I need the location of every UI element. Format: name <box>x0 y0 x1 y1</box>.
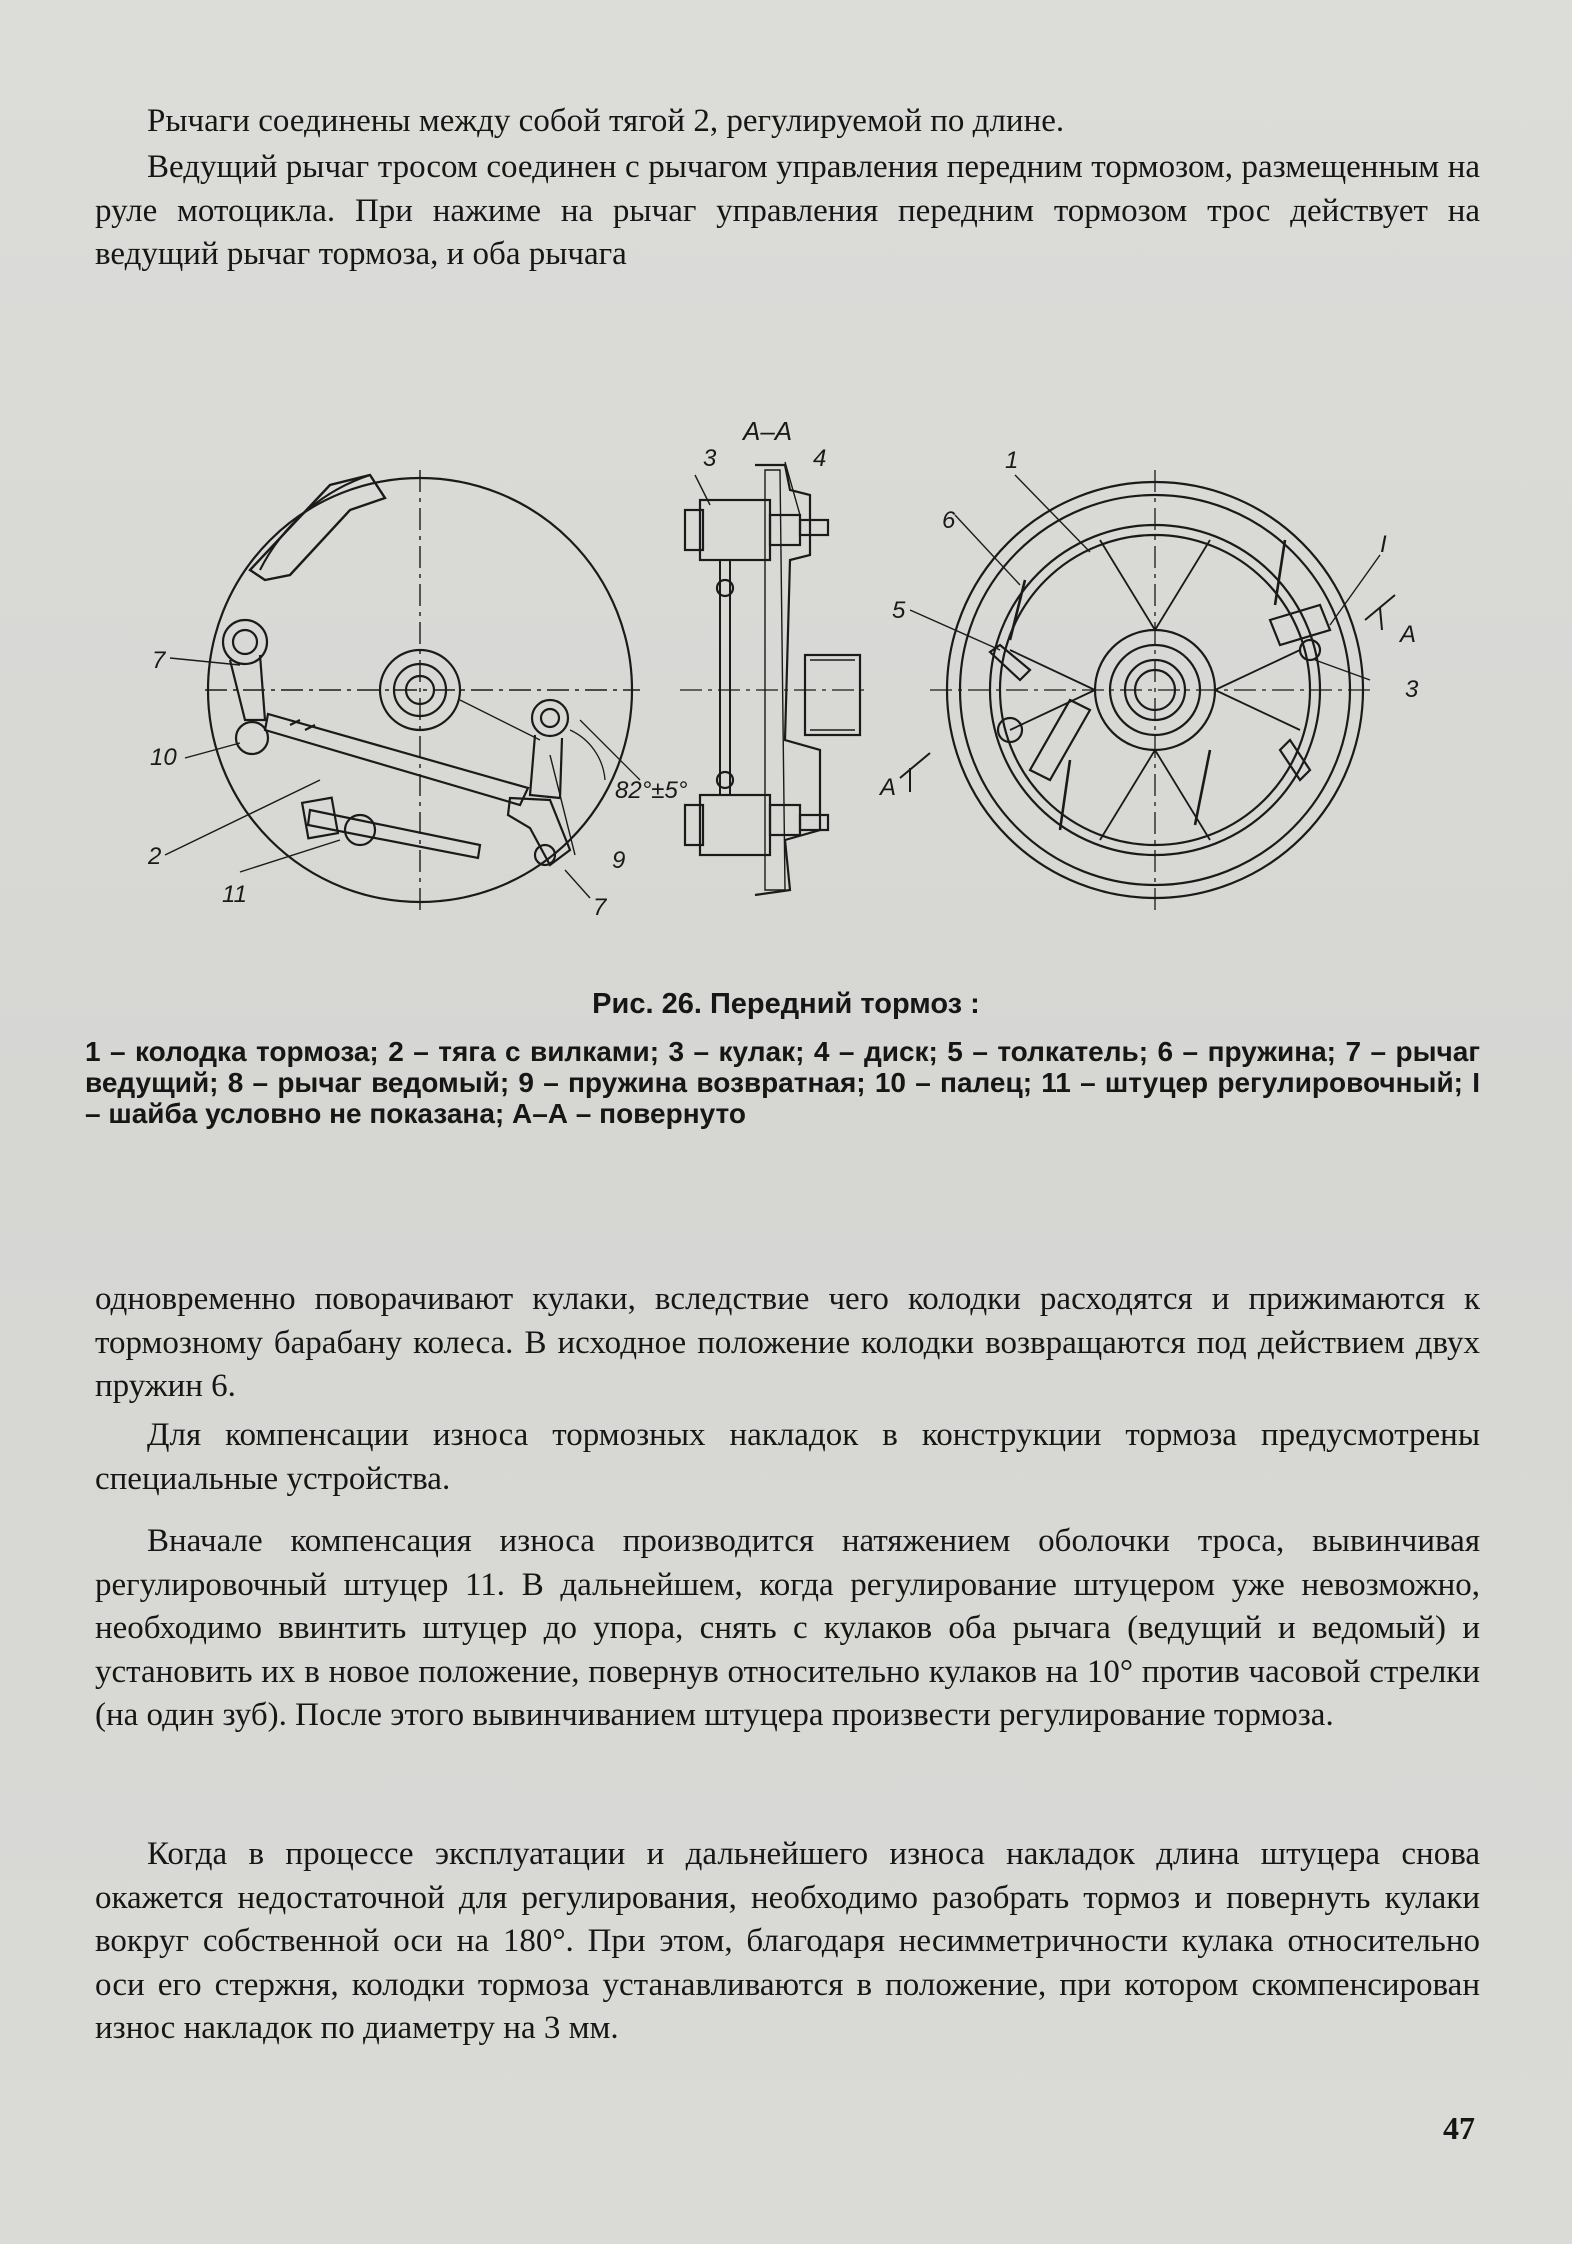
label-11: 11 <box>222 881 247 908</box>
paragraph-cams-rotate: одновременно поворачивают кулаки, вследствие чего колодки расходятся и прижимаются к тормозному барабану колеса. В исходное положение колодки возвращаются под действием двух пружин 6. <box>95 1281 1480 1404</box>
paragraph-rotate-cams: Когда в процессе эксплуатации и дальнейшего износа накладок длина штуцера снова окажется недостаточной для регулирования, необходимо разобрать тормоз и повернуть кулаки вокруг собственной оси на 180°. При этом, благодаря несимметричности кулака относительно оси его стержня, колодки тормоза устанавливаются в положение, при котором скомпенсирован износ накладок по диаметру на 3 мм. <box>95 1836 1480 2046</box>
label-9: 9 <box>612 847 626 874</box>
paragraph-levers-joined: Рычаги соединены между собой тягой 2, регулируемой по длине. <box>147 103 1065 139</box>
figure-caption: Рис. 26. Передний тормоз : <box>592 988 980 1020</box>
page-number: 47 <box>1443 2110 1475 2146</box>
front-brake-figure <box>148 416 1440 935</box>
section-view-a-a <box>680 465 870 895</box>
label-5: 5 <box>892 597 906 624</box>
label-3-view: 3 <box>1405 676 1419 703</box>
label-arrow-a-left: А <box>880 774 897 801</box>
label-2: 2 <box>148 843 162 870</box>
paragraph-adjustment-procedure: Вначале компенсация износа производится натяжением оболочки троса, вывинчивая регулировочный штуцер 11. В дальнейшем, когда регулирование штуцером уже невозможно, необходимо ввинтить штуцер до упора, снять с кулаков оба рычага (ведущий и ведомый) и установить их в новое положение, повернув относительно кулаков на 10° против часовой стрелки (на один зуб). После этого вывинчиванием штуцера произвести регулирование тормоза. <box>95 1523 1480 1733</box>
paragraph-wear-compensation: Для компенсации износа тормозных накладок в конструкции тормоза предусмотрены специальные устройства. <box>95 1417 1480 1497</box>
paragraph-leading-lever: Ведущий рычаг тросом соединен с рычагом управления передним тормозом, размещенным на руле мотоцикла. При нажиме на рычаг управления передним тормозом трос действует на ведущий рычаг тормоза, и оба рычага <box>95 149 1480 272</box>
label-1: 1 <box>1005 447 1019 474</box>
brake-shoes-view <box>930 470 1375 910</box>
label-4: 4 <box>813 445 827 472</box>
label-6: 6 <box>942 507 956 534</box>
label-7: 7 <box>593 894 607 921</box>
brake-plate-view <box>205 470 640 910</box>
section-title-a-a: А–А <box>743 416 793 446</box>
label-8: 7 <box>152 647 166 674</box>
angle-label: 82°±5° <box>615 777 688 804</box>
figure-legend: 1 – колодка тормоза; 2 – тяга с вилками; 3 – кулак; 4 – диск; 5 – толкатель; 6 – пружина; 7 – рычаг ведущий; 8 – рычаг ведомый; 9 – пружина возвратная; 10 – палец; 11 – штуцер регулировочный; I – шайба условно не показана; А–А – повернуто <box>85 1036 1480 1129</box>
label-i: I <box>1380 531 1387 558</box>
label-arrow-a-right: А <box>1400 621 1417 648</box>
label-3-section: 3 <box>703 445 717 472</box>
label-10: 10 <box>150 744 177 771</box>
